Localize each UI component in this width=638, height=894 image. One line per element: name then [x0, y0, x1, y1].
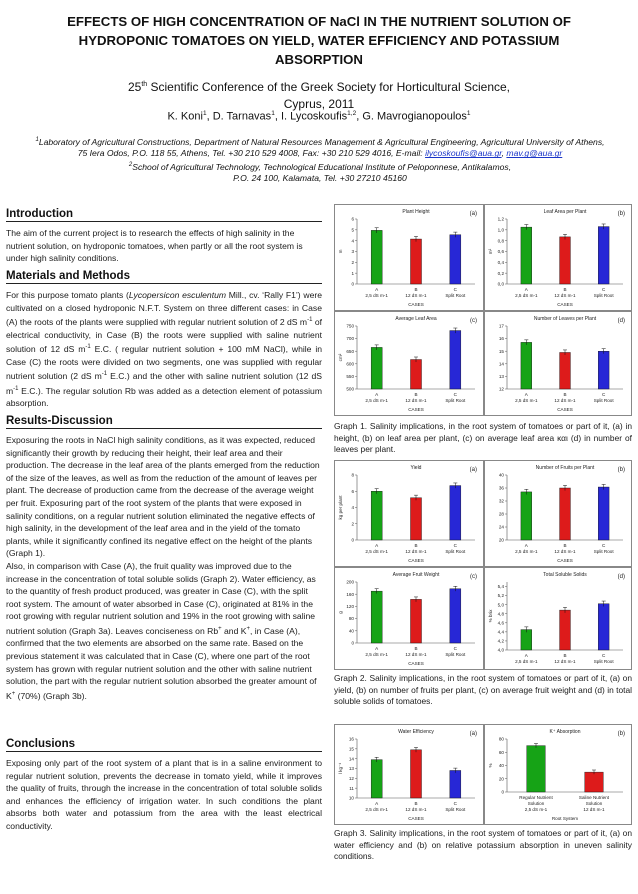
bar: [410, 239, 421, 284]
email-link[interactable]: mav.g@aua.gr: [506, 148, 563, 159]
email-link[interactable]: ilycoskoufis@aua.gr: [425, 148, 502, 159]
bar: [598, 227, 609, 284]
methods-section: [6, 270, 322, 410]
x-axis-label: CASES: [408, 302, 424, 307]
chart-panel-tag: (b): [617, 211, 625, 217]
x-tick-label: 12 dS m-1: [405, 549, 427, 554]
y-tick-label: 0,4: [497, 259, 504, 265]
bar: [521, 227, 532, 284]
species-name: Lycopersicon esculentum: [128, 290, 227, 300]
chart-panel-tag: (d): [617, 574, 625, 580]
x-tick-label: 12 dS m-1: [405, 398, 427, 403]
y-tick-label: 14: [498, 361, 504, 367]
x-tick-label: 2,5 dS m-1: [515, 398, 538, 403]
chart-title: Number of Fruits per Plant: [535, 465, 595, 471]
y-axis-label: m: [338, 249, 343, 254]
y-tick-label: 2: [351, 521, 354, 527]
conference-number: 25: [127, 80, 142, 94]
y-tick-label: 6: [351, 488, 354, 494]
y-tick-label: 28: [498, 511, 504, 517]
bar: [371, 491, 382, 540]
author-sep: ,: [356, 110, 363, 123]
x-tick-label: C: [453, 543, 457, 548]
superscript: +: [246, 625, 250, 632]
y-axis-label: kg per plant: [338, 495, 343, 520]
y-tick-label: 17: [498, 323, 504, 329]
chart-svg: [485, 568, 631, 669]
chart-svg: [335, 205, 483, 310]
bar: [450, 770, 461, 798]
x-tick-label: C: [453, 801, 457, 806]
y-tick-label: 0: [501, 789, 504, 795]
y-tick-label: 12: [498, 386, 504, 392]
chart-total-soluble-solids: [484, 567, 632, 670]
y-tick-label: 15: [348, 746, 354, 752]
author-sup: 1: [202, 110, 207, 117]
chart-svg: [335, 568, 483, 669]
chart-average-fruit-weight: [334, 567, 484, 670]
chart-title: Average Leaf Area: [395, 316, 437, 322]
chart-svg: [485, 461, 631, 566]
results-section: [6, 415, 322, 702]
chart-yield: [334, 460, 484, 567]
conclusions-section: [6, 738, 322, 833]
y-tick-label: 4: [351, 238, 354, 244]
x-tick-label: A: [524, 653, 528, 658]
y-tick-label: 2: [351, 259, 354, 265]
author-name: G. Mavrogianopoulos: [362, 110, 467, 123]
x-tick-label: 12 dS m-1: [405, 652, 427, 657]
x-tick-label: C: [453, 646, 457, 651]
x-tick-label: B: [414, 801, 418, 806]
author-name: I. Lycoskoufis: [280, 110, 348, 123]
x-tick-label: B: [414, 287, 418, 292]
x-tick-label: A: [375, 646, 379, 651]
x-tick-label: C: [602, 392, 606, 397]
x-tick-label: 2,5 dS m-1: [515, 659, 538, 664]
y-tick-label: 0: [351, 281, 354, 287]
author-sup: 1,2: [347, 110, 357, 117]
text-run: , in Case (A), confirmed that the two elements are absorbed on the same rate. Based on the previous statement it was calculated that in Case (C), where one part of the root system has grown with regular nutrient solution and the other with saline nutrient solution, the part with the regular nutrient solution absorbed the greater amount of K: [6, 625, 317, 701]
x-tick-label: A: [375, 543, 379, 548]
conference-name: Scientific Conference of the Greek Society for Horticultural Science,: [147, 80, 511, 94]
chart-plant-height: [334, 204, 484, 311]
results-paragraph: Exposuring the roots in NaCl high salinity conditions, as it was expected, reduced significantly their growth by reducing their height, their leaf area and their production. The decrease in the leaf area of the plants emerged from the reduction of the size of the leaves, as well as from the reduction of the amount of leaves per plant. The decrease of production came from the decrease of the average weight per fruit. Exposuring part of the root system of the plants that were exposed in salinity conditions, on a regular nutrient solution eliminated the negative effects of high salinity, in the development of the leaf area and in the yield of the tomato plants, while it significantly confined its negative effect on the height of the plants (Graph 1).: [6, 435, 320, 559]
affiliation-sup: 1: [35, 137, 39, 143]
bar: [560, 610, 571, 650]
x-tick-label: B: [563, 543, 567, 548]
x-tick-label: 2,5 dS m-1: [365, 293, 388, 298]
author-list: [20, 110, 618, 123]
chart-title: Water Efficiency: [398, 729, 434, 735]
bar: [450, 589, 461, 643]
x-tick-label: B: [414, 543, 418, 548]
x-tick-label: B: [563, 653, 567, 658]
x-tick-label: A: [375, 801, 379, 806]
y-tick-label: 4: [351, 505, 354, 511]
y-tick-label: 160: [346, 591, 354, 597]
chart-svg: [335, 725, 483, 824]
superscript: +: [218, 625, 222, 632]
author-name: K. Koni: [167, 110, 203, 123]
chart-svg: [335, 312, 483, 415]
y-axis-label: % brix: [488, 609, 493, 623]
y-tick-label: 4,4: [497, 629, 504, 635]
x-tick-label: Split Root: [593, 549, 614, 554]
bar: [560, 352, 571, 389]
text-run: and K: [221, 625, 247, 636]
text-run: Also, in comparison with Case (A), the fruit quality was improved due to the increase in the concentration of total soluble solids (Graph 2). Water efficiency, as to the quantity of fresh product produced, was greater in Case (C), with the split root system. The amount of water absorbed in Case (C), originated at 81% in the root growing with regular nutrient solution and 19% in the root growing with saline nutrient solution (Graph 3a). Leaves conciseness on Rb: [6, 560, 316, 636]
y-tick-label: 16: [348, 736, 354, 742]
bar: [410, 599, 421, 643]
y-tick-label: 10: [348, 795, 354, 801]
text-run: E.C.). The regular solution Rb was added as a detection element of potassium absorption.: [6, 385, 322, 409]
x-tick-label: C: [453, 392, 457, 397]
title-line: EFFECTS OF HIGH CONCENTRATION OF NaCl IN THE NUTRIENT SOLUTION OF: [67, 14, 571, 29]
chart-k-absorption: [484, 724, 632, 825]
y-tick-label: 14: [348, 756, 354, 762]
y-tick-label: 550: [346, 374, 354, 379]
x-tick-label: A: [524, 392, 528, 397]
y-tick-label: 60: [498, 749, 504, 755]
results-paragraph: [6, 560, 322, 702]
y-tick-label: 4,2: [497, 638, 504, 644]
bar: [521, 630, 532, 650]
y-tick-label: 600: [346, 361, 354, 367]
affiliation-2: School of Agricultural Technology, Technological Educational Institute of Peloponnese, Antikalamos,: [132, 161, 512, 172]
x-tick-label: A: [375, 392, 379, 397]
bar: [450, 486, 461, 540]
bar: [450, 235, 461, 284]
y-tick-label: 750: [346, 323, 354, 329]
bar: [371, 591, 382, 643]
chart-title: Average Fruit Weight: [392, 572, 440, 578]
x-tick-label: B: [414, 646, 418, 651]
y-tick-label: 13: [498, 374, 504, 379]
chart-number-of-fruits: [484, 460, 632, 567]
bar: [450, 331, 461, 389]
x-tick-label: 2,5 dS m-1: [365, 652, 388, 657]
y-tick-label: 0,0: [497, 281, 504, 287]
x-tick-label: Solution: [585, 801, 603, 806]
y-tick-label: 13: [348, 766, 354, 772]
text-run: (70%) (Graph 3b).: [15, 690, 87, 701]
x-tick-label: B: [414, 392, 418, 397]
y-tick-label: 11: [349, 785, 354, 791]
y-tick-label: 700: [346, 336, 354, 342]
y-tick-label: 1,2: [497, 216, 504, 222]
chart-title: Total Soluble Solids: [543, 572, 587, 578]
x-axis-label: CASES: [408, 816, 424, 821]
x-tick-label: 2,5 dS m-1: [365, 398, 388, 403]
y-tick-label: 15: [498, 348, 504, 354]
text-run: E.C. ( regular nutrient solution + 100 mM NaCl), while in Case (C) the roots were divided on two segments, one was supplied with regular nutrient solution (2 dS m: [6, 344, 323, 382]
chart-panel-tag: (a): [469, 467, 477, 473]
y-tick-label: 20: [498, 776, 504, 782]
title-line: HYDROPONIC TOMATOES ON YIELD, WATER EFFICIENCY AND POTASSIUM: [78, 33, 560, 48]
conference-place: Cyprus, 2011: [283, 97, 355, 111]
y-tick-label: 80: [348, 616, 354, 622]
chart-panel-tag: (b): [617, 467, 625, 473]
y-tick-label: 40: [498, 763, 504, 769]
superscript: -1: [307, 317, 313, 324]
x-axis-label: CASES: [557, 302, 573, 307]
y-tick-label: 0,2: [497, 270, 504, 276]
chart-svg: [485, 312, 631, 415]
y-tick-label: 16: [498, 336, 504, 342]
text-run: E.C.) and the other with saline nutrient solution (12 dS m: [6, 371, 322, 396]
email-separator: ,: [501, 148, 507, 159]
x-tick-label: Split Root: [593, 293, 614, 298]
y-tick-label: 0,6: [497, 249, 504, 255]
x-tick-label: 12 dS m-1: [554, 293, 576, 298]
y-tick-label: 500: [346, 386, 354, 392]
y-tick-label: 4,0: [497, 647, 504, 653]
y-tick-label: 40: [348, 628, 354, 634]
affiliation-2-address: P.O. 24 100, Kalamata, Tel. +30 27210 45160: [233, 173, 407, 184]
x-axis-label: Root System: [551, 816, 579, 821]
section-title: Results-Discussion: [6, 415, 322, 429]
y-tick-label: 5,0: [497, 602, 504, 608]
conference-info: [20, 76, 618, 113]
x-tick-label: Split Root: [593, 659, 614, 664]
x-tick-label: A: [524, 287, 528, 292]
chart-svg: [335, 461, 483, 566]
x-tick-label: Split Root: [593, 398, 614, 403]
chart-title: Number of Leaves per Plant: [533, 316, 597, 322]
bar: [410, 360, 421, 389]
y-tick-label: 0: [351, 537, 354, 543]
bar: [598, 604, 609, 650]
x-tick-label: Split Root: [445, 398, 466, 403]
author-sep: ,: [274, 110, 281, 123]
bar: [371, 230, 382, 284]
x-axis-label: CASES: [557, 407, 573, 412]
x-tick-label: B: [563, 287, 567, 292]
chart-number-of-leaves: [484, 311, 632, 416]
bar: [521, 342, 532, 389]
y-tick-label: 36: [498, 485, 504, 491]
x-tick-label: C: [453, 287, 457, 292]
chart-panel-tag: (a): [469, 211, 477, 217]
chart-leaf-area-per-plant: [484, 204, 632, 311]
x-tick-label: 12 dS m-1: [405, 293, 427, 298]
y-tick-label: 0,8: [497, 238, 504, 244]
y-tick-label: 5: [351, 227, 354, 233]
author-sup: 1: [271, 110, 275, 117]
bar: [371, 760, 382, 798]
bar: [410, 498, 421, 540]
bar: [371, 347, 382, 389]
y-tick-label: 5,4: [497, 584, 504, 590]
author-sep: ,: [206, 110, 213, 123]
chart-panel-tag: (c): [470, 574, 477, 580]
x-tick-label: 2,5 dS m-1: [515, 293, 538, 298]
author-name: D. Tarnavas: [212, 110, 272, 123]
author-sup: 1: [466, 110, 471, 117]
results-text: [6, 434, 322, 702]
y-tick-label: 80: [498, 736, 504, 742]
x-axis-label: CASES: [557, 558, 573, 563]
y-tick-label: 1: [351, 270, 354, 276]
introduction-text: The aim of the current project is to research the effects of high salinity in the nutrient solution, on hydroponic tomatoes, when partly or all the root system is under high salinity conditions.: [6, 228, 303, 264]
text-run: Mill., cv. ‘Rally F1’) were cultivated on a closed hydroponic N.F.T. System on three different cases: in Case (A) the roots of the plants were supplied with regular nutrient solution of 2 dS m: [6, 290, 322, 328]
bar: [527, 746, 546, 792]
superscript: -1: [13, 385, 19, 392]
x-tick-label: Split Root: [445, 807, 466, 812]
poster-title: [20, 12, 618, 69]
x-tick-label: B: [563, 392, 567, 397]
bar: [598, 487, 609, 540]
graph2-caption: Graph 2. Salinity implications, in the root system of tomatoes or part of it, (a) on yield, (b) on number of fruits per plant, (c) on average fruit weight and (d) in total soluble solids of tomatoes.: [334, 673, 632, 706]
x-tick-label: Saline Nutrient: [578, 795, 610, 800]
y-tick-label: 0: [351, 640, 354, 646]
chart-panel-tag: (a): [469, 731, 477, 737]
methods-text: [6, 289, 322, 410]
section-title: Introduction: [6, 208, 322, 222]
affiliation-1: Laboratory of Agricultural Constructions, Department of Natural Resources Management & Agricultural Engineering, Agricultural University of Athens, 75 Iera Odos, P.O. 118 55, Athens, Tel. +30 210 529 4008, Fax: +30 210 529 4016, E-mail:: [38, 136, 605, 159]
y-tick-label: 12: [348, 775, 354, 781]
text-run: of electrical conductivity, in Case (B) the roots were supplied with saline nutrient solution of 12 dS m: [6, 317, 322, 355]
x-tick-label: 2,5 dS m-1: [524, 807, 548, 812]
bar: [410, 750, 421, 798]
y-tick-label: 120: [346, 604, 354, 609]
y-tick-label: 32: [498, 498, 504, 504]
bar: [560, 237, 571, 284]
x-tick-label: 2,5 dS m-1: [515, 549, 538, 554]
x-tick-label: 2,5 dS m-1: [365, 807, 388, 812]
x-tick-label: Regular Nutrient: [519, 795, 553, 800]
x-axis-label: CASES: [408, 661, 424, 666]
bar: [585, 772, 604, 792]
x-tick-label: 12 dS m-1: [554, 659, 576, 664]
x-tick-label: C: [602, 653, 606, 658]
x-tick-label: A: [375, 287, 379, 292]
superscript: +: [11, 690, 16, 697]
section-title: Materials and Methods: [6, 270, 322, 284]
chart-svg: [485, 205, 631, 310]
y-tick-label: 8: [351, 472, 354, 478]
chart-panel-tag: (b): [617, 731, 625, 737]
y-axis-label: cm²: [338, 353, 343, 362]
chart-title: Yield: [410, 465, 422, 471]
chart-title: Plant Height: [402, 209, 430, 215]
graph3-caption: Graph 3. Salinity implications, in the root system of tomatoes or part of it, (a) on water efficiency and (b) on relative potassium absorption in uneven salinity conditions.: [334, 828, 632, 861]
x-tick-label: 2,5 dS m-1: [365, 549, 388, 554]
chart-water-efficiency: [334, 724, 484, 825]
y-tick-label: 4,6: [497, 620, 504, 626]
x-tick-label: C: [602, 287, 606, 292]
bar: [598, 351, 609, 389]
superscript: -1: [101, 371, 108, 378]
x-tick-label: 12 dS m-1: [554, 549, 576, 554]
chart-panel-tag: (c): [470, 318, 477, 324]
x-tick-label: Split Root: [445, 652, 466, 657]
y-tick-label: 24: [498, 524, 504, 530]
conference-number-sup: th: [141, 81, 148, 88]
bar: [521, 492, 532, 540]
x-tick-label: Split Root: [445, 293, 466, 298]
y-axis-label: %: [488, 763, 493, 768]
text-run: For this purpose tomato plants (: [6, 290, 129, 300]
affiliation-sup: 2: [128, 161, 133, 168]
y-tick-label: 200: [346, 579, 354, 585]
y-tick-label: 4,8: [497, 611, 504, 617]
x-tick-label: A: [524, 543, 528, 548]
x-tick-label: Split Root: [445, 549, 466, 554]
chart-average-leaf-area: [334, 311, 484, 416]
affiliations: [30, 135, 610, 185]
y-tick-label: 6: [351, 216, 354, 222]
x-axis-label: CASES: [408, 407, 424, 412]
y-tick-label: 40: [498, 472, 504, 478]
chart-panel-tag: (d): [617, 318, 625, 324]
superscript: -1: [85, 344, 91, 351]
y-tick-label: 1,0: [497, 227, 504, 233]
conclusions-text: Exposing only part of the root system of a plant that is in a saline environment to regular nutrient solution, prevents the decrease in tomato yield, while it improves the quality of fruits, through the increase in the concentration of total soluble solids and enhances the efficiency of irrigation water. In such conditions the plant absorbs both water and potassium from the area with the least electrical conductivity.: [6, 758, 322, 831]
introduction-section: [6, 208, 322, 265]
y-axis-label: g: [338, 611, 343, 614]
x-tick-label: 12 dS m-1: [583, 807, 605, 812]
y-tick-label: 5,2: [497, 593, 504, 599]
chart-title: K⁺ Absorption: [549, 729, 581, 735]
x-tick-label: 12 dS m-1: [405, 807, 427, 812]
x-tick-label: Solution: [527, 801, 545, 806]
y-axis-label: m²: [488, 248, 493, 255]
y-tick-label: 650: [346, 348, 354, 354]
x-tick-label: 12 dS m-1: [554, 398, 576, 403]
y-tick-label: 20: [498, 537, 504, 543]
title-line: ABSORPTION: [275, 52, 363, 67]
x-axis-label: CASES: [408, 558, 424, 563]
x-tick-label: C: [602, 543, 606, 548]
y-tick-label: 3: [351, 249, 354, 255]
section-title: Conclusions: [6, 738, 322, 752]
y-axis-label: l kg⁻¹: [338, 762, 343, 775]
graph1-caption: Graph 1. Salinity implications, in the root system of tomatoes or part of it, (a) in height, (b) on leaf area per plant, (c) on average leaf area και (d) in number of leaves per plant.: [334, 421, 632, 454]
chart-title: Leaf Area per Plant: [543, 209, 587, 215]
chart-svg: [485, 725, 631, 824]
bar: [560, 488, 571, 540]
